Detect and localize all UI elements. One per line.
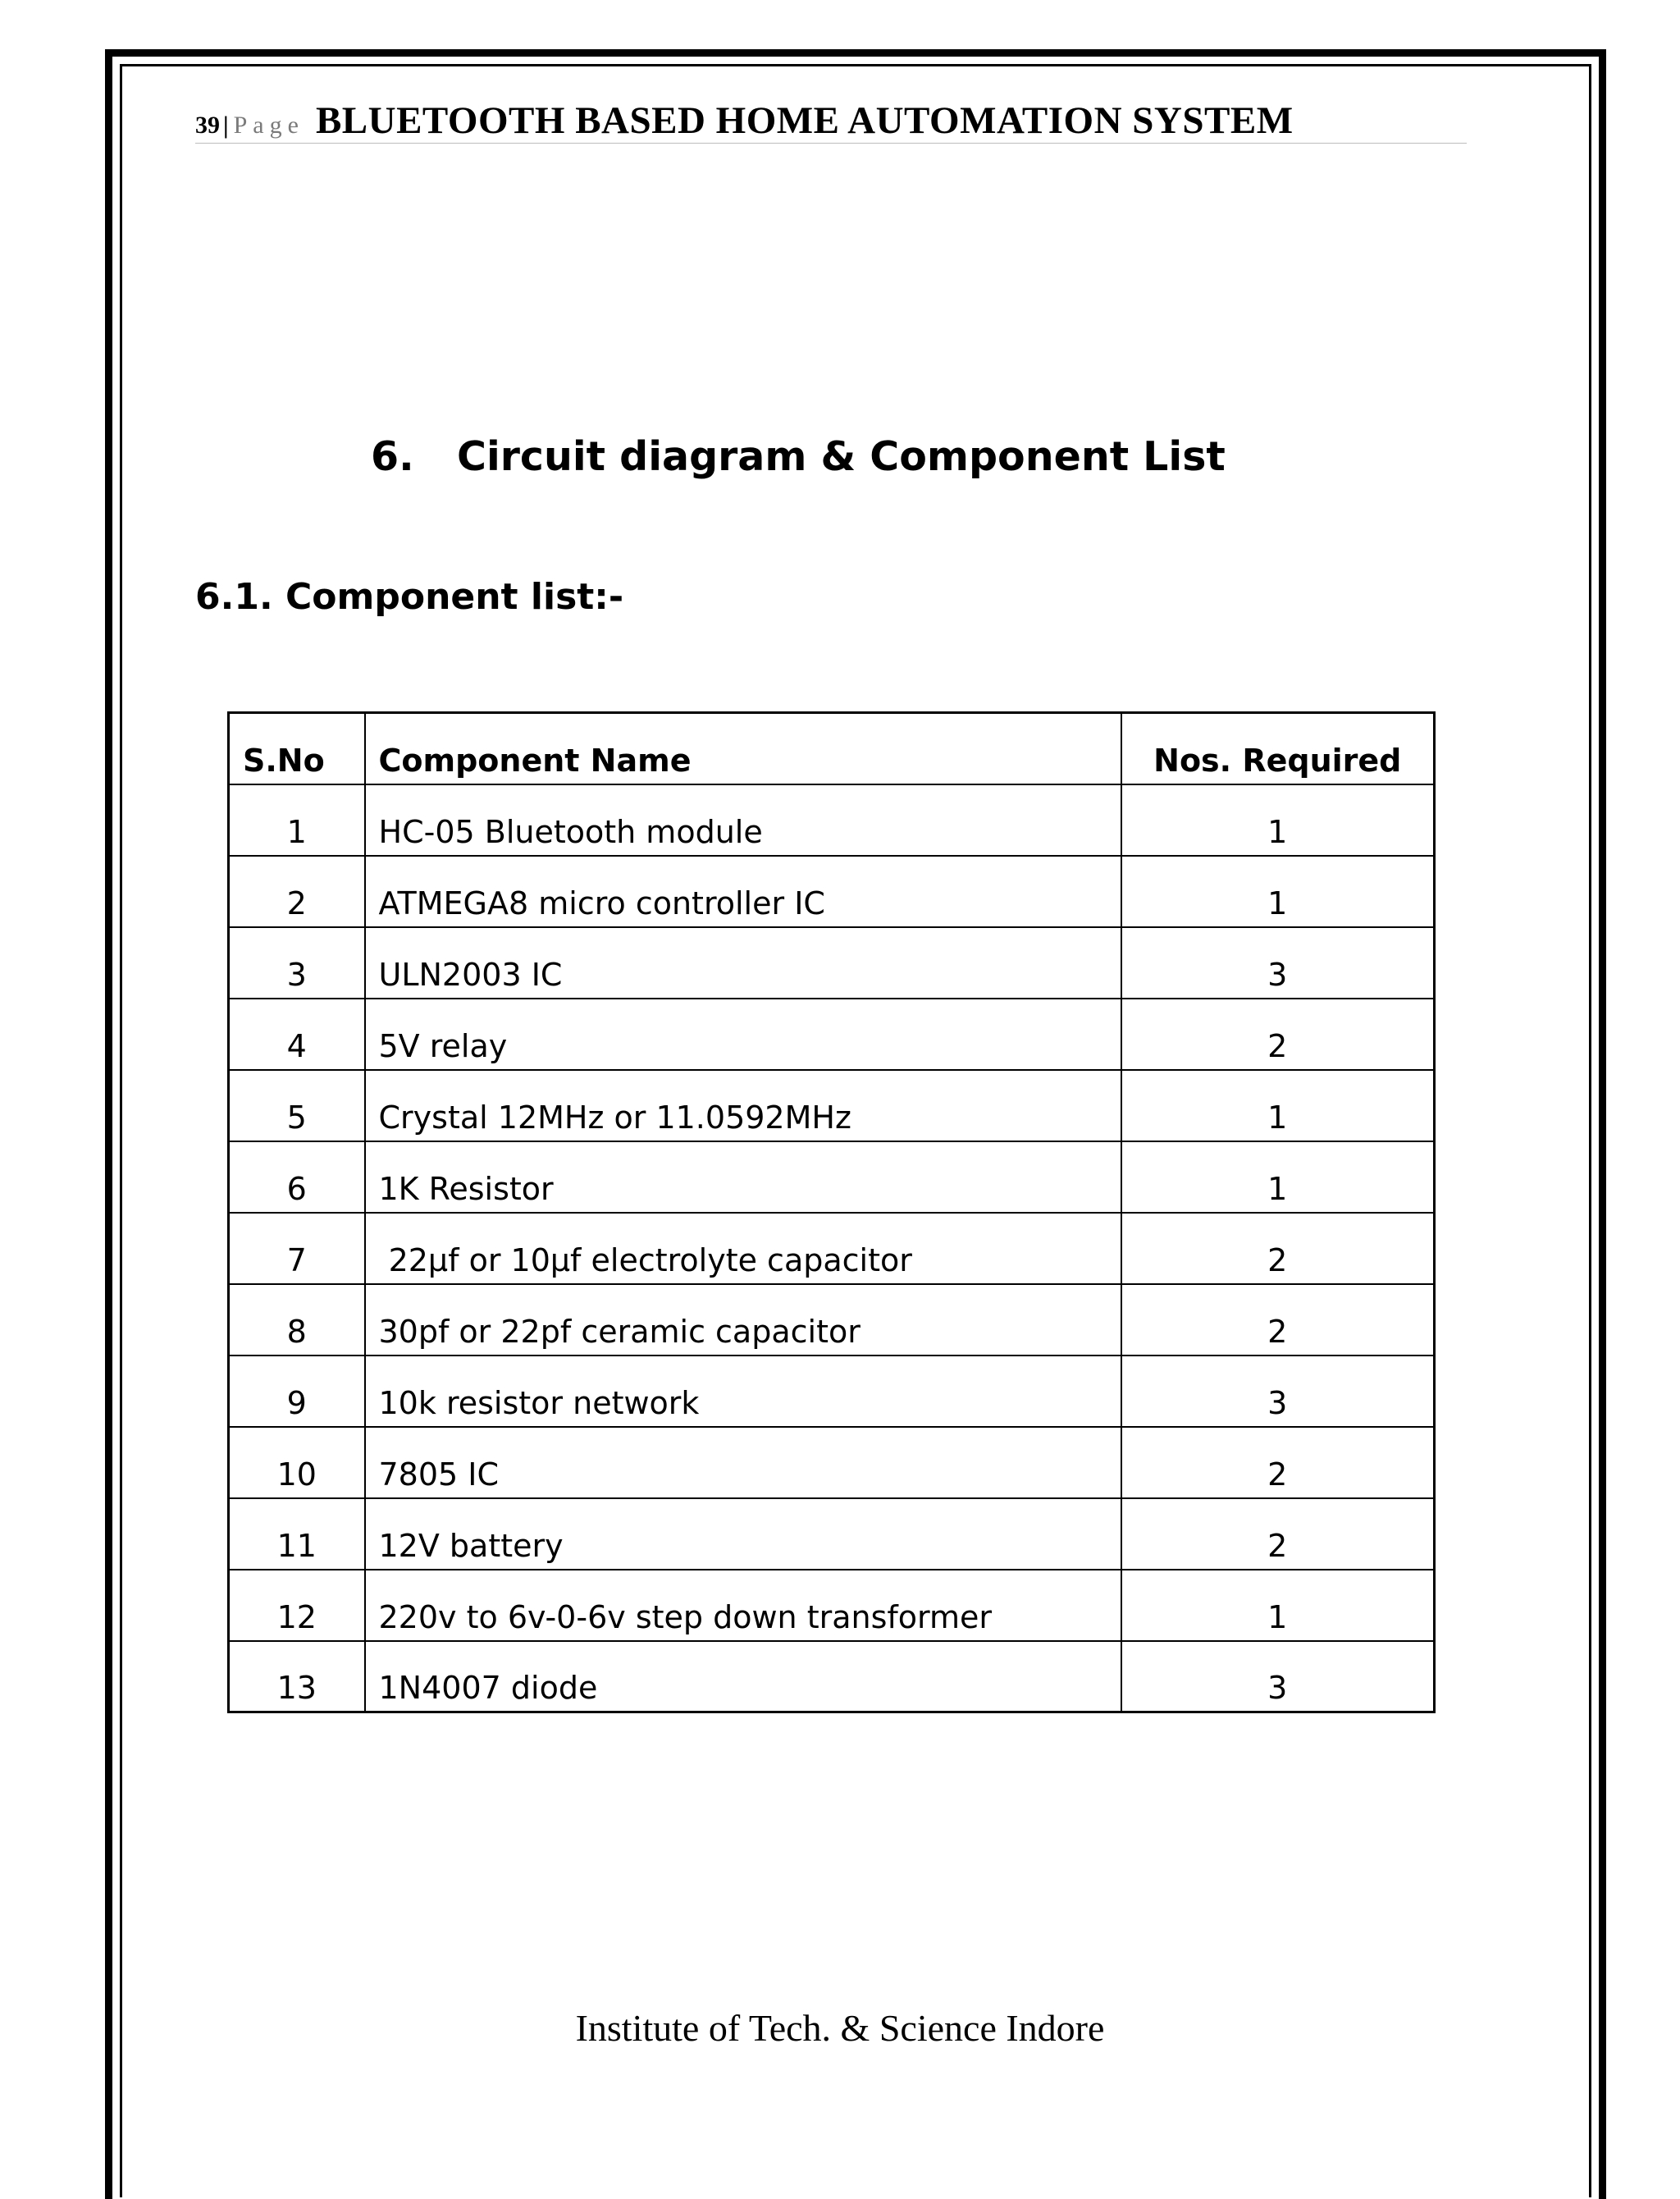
cell-sno: 5 bbox=[229, 1070, 365, 1141]
cell-nos-required: 2 bbox=[1121, 1213, 1435, 1284]
cell-sno: 4 bbox=[229, 999, 365, 1070]
cell-nos-required: 2 bbox=[1121, 999, 1435, 1070]
cell-component-name: 10k resistor network bbox=[365, 1356, 1121, 1427]
table-body bbox=[229, 784, 1435, 1712]
cell-nos-required: 1 bbox=[1121, 1070, 1435, 1141]
chapter-number: 6. bbox=[371, 433, 414, 480]
cell-component-name: 5V relay bbox=[365, 999, 1121, 1070]
page-number: 39 bbox=[195, 112, 220, 139]
cell-component-name: 12V battery bbox=[365, 1498, 1121, 1570]
cell-sno: 3 bbox=[229, 927, 365, 999]
cell-nos-required: 2 bbox=[1121, 1498, 1435, 1570]
cell-nos-required: 3 bbox=[1121, 927, 1435, 999]
header-title: BLUETOOTH BASED HOME AUTOMATION SYSTEM bbox=[315, 99, 1294, 142]
cell-nos-required: 3 bbox=[1121, 1641, 1435, 1712]
header-component-name: Component Name bbox=[365, 713, 1121, 784]
cell-nos-required: 1 bbox=[1121, 856, 1435, 927]
page-word: Page bbox=[233, 112, 304, 139]
page-header bbox=[195, 98, 1467, 144]
cell-sno: 7 bbox=[229, 1213, 365, 1284]
cell-component-name: 1K Resistor bbox=[365, 1141, 1121, 1213]
table-row bbox=[229, 1427, 1435, 1498]
table-row bbox=[229, 1284, 1435, 1356]
cell-component-name: 22µf or 10µf electrolyte capacitor bbox=[365, 1213, 1121, 1284]
cell-nos-required: 1 bbox=[1121, 784, 1435, 856]
table-row bbox=[229, 1141, 1435, 1213]
cell-sno: 10 bbox=[229, 1427, 365, 1498]
table-row bbox=[229, 1641, 1435, 1712]
table-row bbox=[229, 1356, 1435, 1427]
cell-component-name: 7805 IC bbox=[365, 1427, 1121, 1498]
cell-sno: 1 bbox=[229, 784, 365, 856]
table-row bbox=[229, 1570, 1435, 1641]
cell-component-name: 220v to 6v-0-6v step down transformer bbox=[365, 1570, 1121, 1641]
component-table bbox=[227, 711, 1436, 1713]
table-row bbox=[229, 856, 1435, 927]
table-row bbox=[229, 999, 1435, 1070]
table-header-row bbox=[229, 713, 1435, 784]
table-row bbox=[229, 1498, 1435, 1570]
cell-nos-required: 1 bbox=[1121, 1570, 1435, 1641]
cell-nos-required: 2 bbox=[1121, 1284, 1435, 1356]
cell-component-name: ULN2003 IC bbox=[365, 927, 1121, 999]
page-footer: Institute of Tech. & Science Indore bbox=[575, 2007, 1105, 2049]
cell-sno: 13 bbox=[229, 1641, 365, 1712]
cell-sno: 8 bbox=[229, 1284, 365, 1356]
section-heading: 6.1. Component list:- bbox=[195, 576, 624, 618]
header-sno: S.No bbox=[229, 713, 365, 784]
chapter-title: Circuit diagram & Component List bbox=[457, 433, 1226, 480]
cell-component-name: Crystal 12MHz or 11.0592MHz bbox=[365, 1070, 1121, 1141]
cell-component-name: 1N4007 diode bbox=[365, 1641, 1121, 1712]
cell-sno: 2 bbox=[229, 856, 365, 927]
table-row bbox=[229, 927, 1435, 999]
cell-component-name: HC-05 Bluetooth module bbox=[365, 784, 1121, 856]
table-row bbox=[229, 1070, 1435, 1141]
cell-nos-required: 1 bbox=[1121, 1141, 1435, 1213]
cell-sno: 11 bbox=[229, 1498, 365, 1570]
table-row bbox=[229, 784, 1435, 856]
chapter-heading bbox=[371, 433, 1226, 480]
page-separator: | bbox=[223, 112, 229, 139]
header-nos-required: Nos. Required bbox=[1121, 713, 1435, 784]
cell-nos-required: 3 bbox=[1121, 1356, 1435, 1427]
cell-sno: 9 bbox=[229, 1356, 365, 1427]
cell-sno: 12 bbox=[229, 1570, 365, 1641]
cell-component-name: ATMEGA8 micro controller IC bbox=[365, 856, 1121, 927]
cell-component-name: 30pf or 22pf ceramic capacitor bbox=[365, 1284, 1121, 1356]
cell-nos-required: 2 bbox=[1121, 1427, 1435, 1498]
cell-sno: 6 bbox=[229, 1141, 365, 1213]
table-row bbox=[229, 1213, 1435, 1284]
